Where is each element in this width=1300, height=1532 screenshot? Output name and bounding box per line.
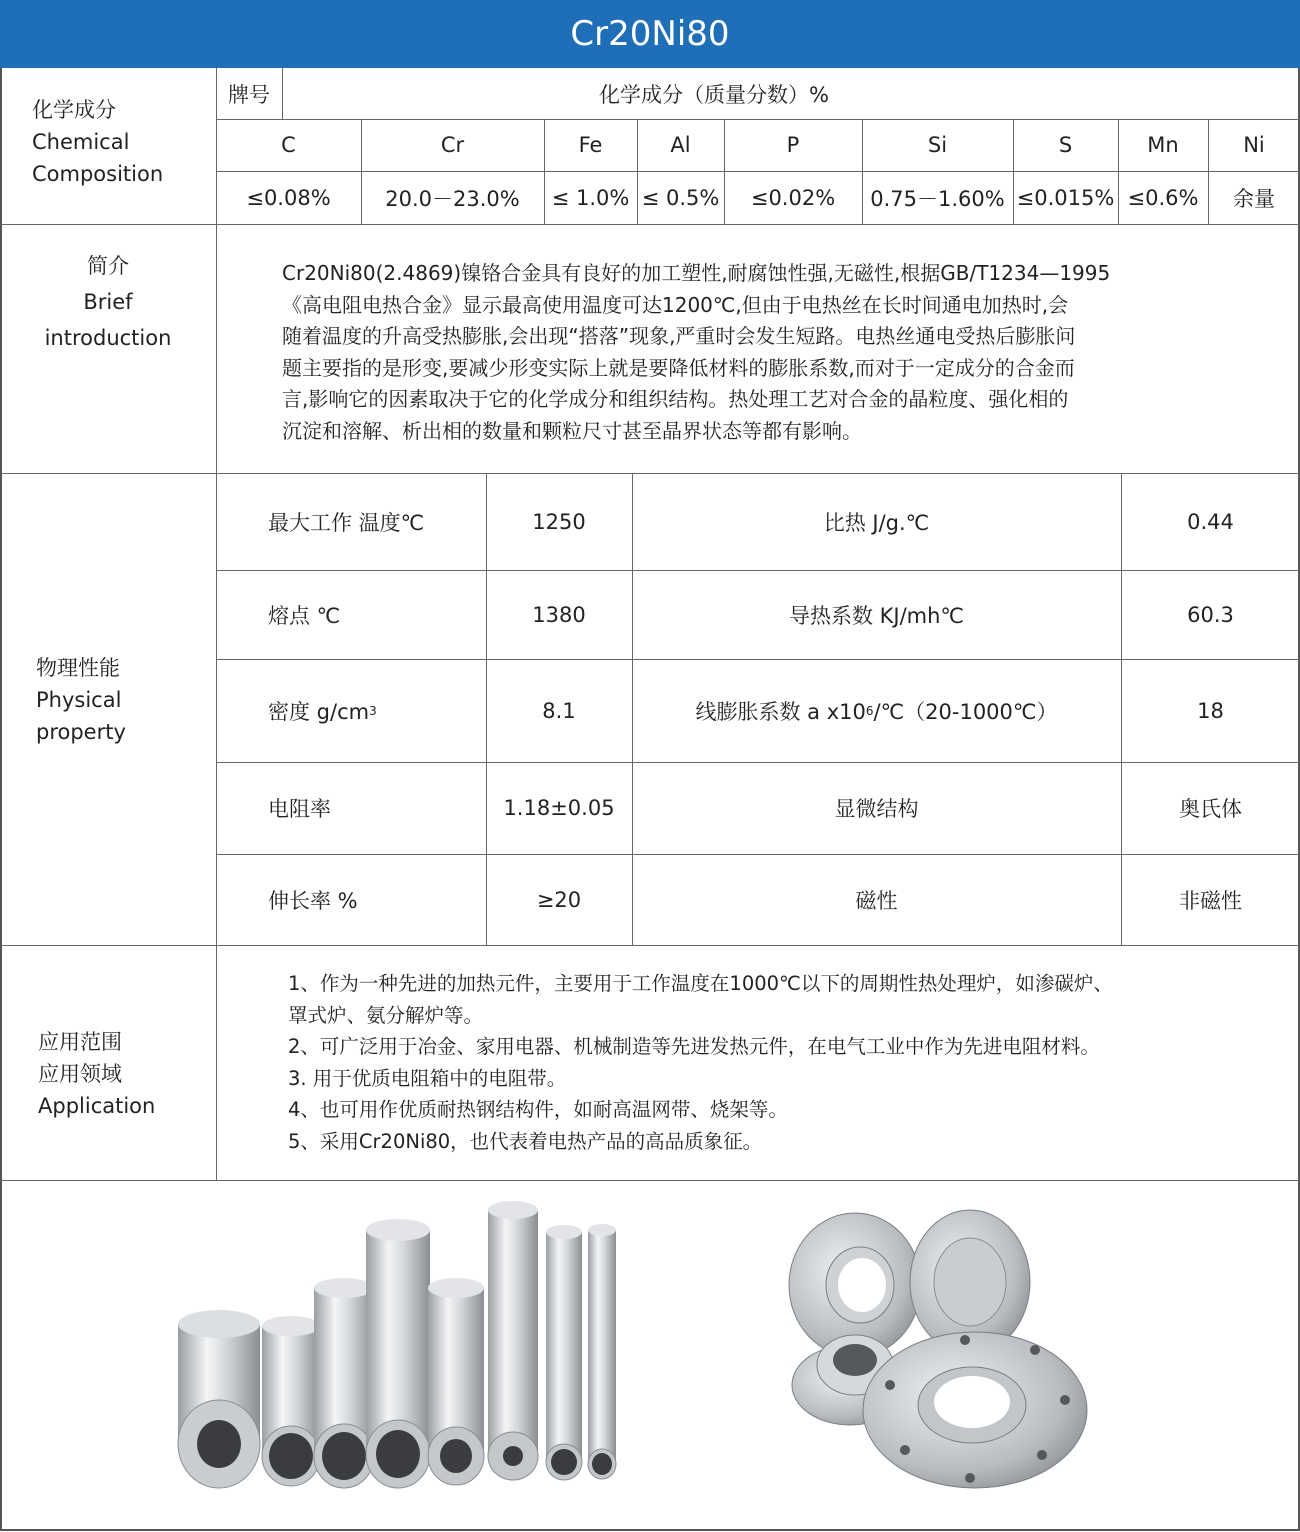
element-ni: Ni [1243, 133, 1265, 157]
brief-paragraph [282, 258, 1282, 447]
prop-name-density: 密度 g/cm 3 [268, 699, 377, 724]
expansion-exponent-superscript: 6 [865, 703, 874, 718]
application-item: 2、可广泛用于冶金、家用电器、机械制造等先进发热元件，在电气工业中作为先进电阻材料。 [288, 1035, 1100, 1058]
application-item: 3. 用于优质电阻箱中的电阻带。 [288, 1066, 567, 1090]
prop-value-melting-point: 1380 [532, 602, 586, 627]
brief-line: 随着温度的升高受热膨胀,会出现“搭落”现象,严重时会发生短路。电热丝通电受热后膨胀问 [282, 324, 1076, 348]
application-item: 1、作为一种先进的加热元件，主要用于工作温度在1000℃以下的周期性热处理炉，如渗碳炉、 [288, 972, 1113, 995]
prop-value-magnetism: 非磁性 [1179, 888, 1242, 913]
prop-value-thermal-conductivity: 60.3 [1187, 602, 1234, 627]
physical-label-en-2: property [36, 720, 126, 744]
grade-label: 牌号 [228, 82, 270, 107]
tube-7 [546, 1225, 582, 1480]
brief-line: 题主要指的是形变,要减少形变实际上就是要降低材料的膨胀系数,而对于一定成分的合金而 [282, 355, 1075, 380]
element-si: Si [927, 133, 948, 157]
application-item: 罩式炉、氨分解炉等。 [288, 1003, 484, 1027]
value-si: 0.75－1.60% [870, 186, 1005, 211]
brief-label-cn: 简介 [87, 254, 129, 278]
prop-name-resistivity: 电阻率 [268, 797, 331, 821]
composition-header: 化学成分（质量分数）% [599, 82, 829, 107]
density-unit-superscript: 3 [369, 703, 377, 718]
prop-name-melting-point: 熔点 ℃ [268, 603, 341, 628]
prop-value-expansion-coefficient: 18 [1197, 698, 1224, 723]
tube-3 [314, 1278, 374, 1488]
prop-name-max-temp: 最大工作 温度℃ [268, 510, 425, 535]
prop-value-resistivity: 1.18±0.05 [503, 796, 615, 820]
prop-value-max-temp: 1250 [532, 509, 586, 534]
prop-value-density: 8.1 [542, 698, 576, 723]
prop-name-elongation: 伸长率 % [268, 888, 358, 913]
brief-section-label [0, 248, 216, 356]
value-ni: 余量 [1233, 186, 1275, 211]
brief-line: 沉淀和溶解、析出相的数量和颗粒尺寸甚至晶界状态等都有影响。 [282, 418, 862, 443]
value-fe: ≤ 1.0% [551, 185, 630, 210]
composition-label-cn: 化学成分 [32, 98, 116, 122]
application-item: 5、采用Cr20Ni80，也代表着电热产品的高品质象征。 [288, 1129, 763, 1153]
brief-label-en-1: Brief [83, 290, 133, 314]
tube-1 [178, 1310, 260, 1488]
composition-section-label [32, 94, 163, 190]
brief-line: 《高电阻电热合金》显示最高使用温度可达1200℃,但由于电热丝在长时间通电加热时,会 [282, 292, 1069, 317]
value-s: ≤0.015% [1016, 185, 1115, 210]
application-label-1: 应用范围 [38, 1030, 122, 1054]
prop-value-elongation: ≥20 [536, 887, 582, 912]
tube-8 [588, 1224, 616, 1479]
application-list [288, 968, 1288, 1157]
prop-name-specific-heat: 比热 J/g.℃ [823, 510, 930, 535]
physical-label-en-1: Physical [36, 688, 122, 712]
tube-6 [488, 1201, 538, 1480]
prop-name-magnetism: 磁性 [855, 888, 898, 913]
prop-name-thermal-conductivity: 导热系数 KJ/mh℃ [788, 603, 965, 628]
composition-label-en-1: Chemical [32, 130, 130, 154]
prop-value-specific-heat: 0.44 [1187, 509, 1234, 534]
element-cr: Cr [440, 133, 465, 157]
physical-section-label [36, 652, 126, 748]
application-item: 4、也可用作优质耐热钢结构件，如耐高温网带、烧架等。 [288, 1098, 788, 1121]
value-p: ≤0.02% [750, 185, 836, 210]
metal-tubes-image [170, 1196, 630, 1496]
value-mn: ≤0.6% [1127, 185, 1199, 210]
brief-line: Cr20Ni80(2.4869)镍铬合金具有良好的加工塑性,耐腐蚀性强,无磁性,根据GB/T1234—1995 [282, 261, 1111, 285]
element-mn: Mn [1147, 133, 1179, 157]
element-c: C [281, 133, 296, 157]
element-p: P [786, 133, 800, 157]
tube-2 [262, 1316, 320, 1486]
application-section-label [38, 1026, 155, 1122]
flange-4 [863, 1332, 1087, 1488]
element-fe: Fe [578, 133, 603, 157]
tube-4 [366, 1219, 430, 1488]
page-title: Cr20Ni80 [0, 0, 1300, 68]
brief-line: 言,影响它的因素取决于它的化学成分和组织结构。热处理工艺对合金的晶粒度、强化相的 [282, 387, 1069, 411]
application-label-en: Application [38, 1094, 156, 1118]
element-s: S [1058, 133, 1073, 157]
prop-value-microstructure: 奥氏体 [1179, 797, 1242, 821]
prop-name-microstructure: 显微结构 [834, 797, 919, 821]
metal-flanges-image [780, 1200, 1100, 1500]
application-label-2: 应用领域 [38, 1062, 122, 1086]
element-al: Al [670, 133, 691, 157]
tube-5 [428, 1278, 484, 1485]
value-cr: 20.0－23.0% [385, 186, 520, 211]
value-c: ≤0.08% [246, 185, 331, 210]
brief-label-en-2: introduction [44, 326, 172, 350]
physical-label-cn: 物理性能 [36, 656, 120, 680]
prop-name-expansion-coefficient: 线膨胀系数 a x10 6 /℃（20-1000℃） [695, 699, 1058, 724]
value-al: ≤ 0.5% [641, 185, 720, 210]
composition-label-en-2: Composition [32, 162, 164, 186]
